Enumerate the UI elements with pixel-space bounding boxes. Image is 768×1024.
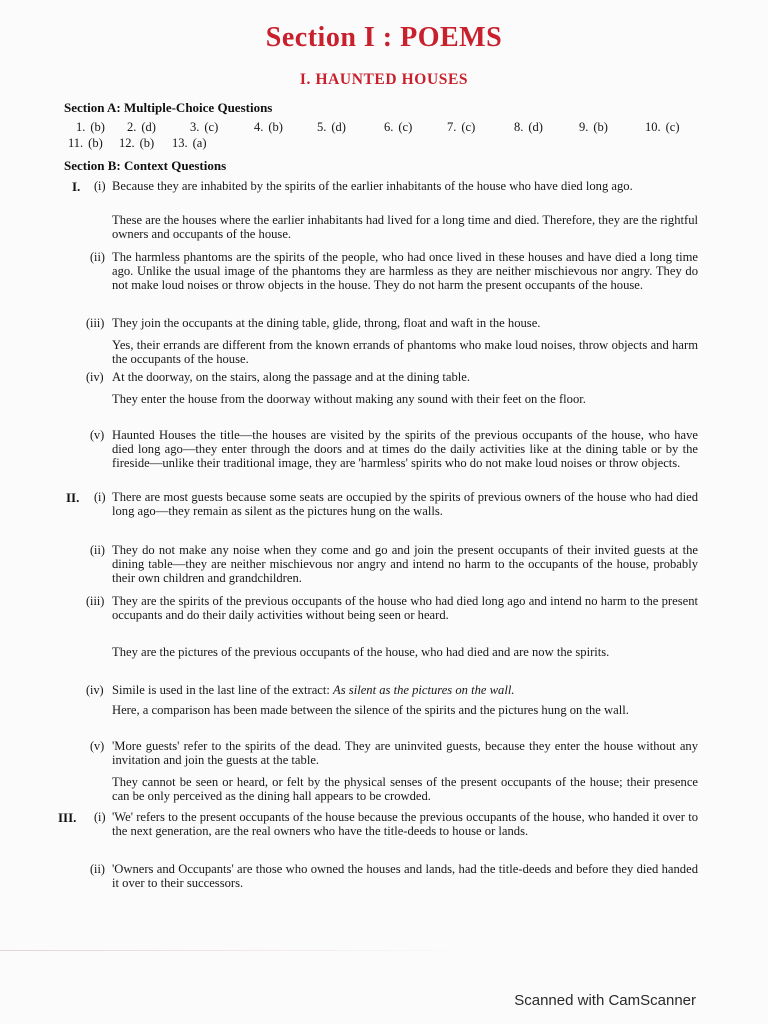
sub-question-label: (ii) bbox=[90, 543, 105, 557]
chapter-title: I. HAUNTED HOUSES bbox=[299, 71, 469, 88]
sub-question-label: (iv) bbox=[86, 370, 104, 384]
answer-text: There are most guests because some seats are occupied by the spirits of previous owners of the house who had died long ago—they remain as silent as the pictures hung on the walls. bbox=[112, 490, 698, 519]
sub-question-label: (ii) bbox=[90, 250, 105, 264]
answer-text: Yes, their errands are different from the known errands of phantoms who make loud noises, throw objects and harm the occupants of the house. bbox=[112, 338, 698, 367]
section-b-heading: Section B: Context Questions bbox=[64, 158, 227, 173]
answer-text: They do not make any noise when they come and go and join the present occupants of their invited guests at the dining table—they are neither mischievous nor angry and intend no harm to the occupants of the house, probably their own children and grandchildren. bbox=[112, 543, 698, 586]
mcq-answer: 1. (b) bbox=[76, 120, 105, 134]
question-number: III. bbox=[58, 810, 77, 825]
sub-question-label: (iv) bbox=[86, 683, 104, 697]
sub-question-label: (iii) bbox=[86, 594, 105, 608]
answer-text: Simile is used in the last line of the extract: As silent as the pictures on the wall. bbox=[112, 683, 515, 697]
mcq-answer: 9. (b) bbox=[579, 120, 608, 134]
answer-text: At the doorway, on the stairs, along the passage and at the dining table. bbox=[112, 370, 471, 384]
answer-text: They join the occupants at the dining table, glide, throng, float and waft in the house. bbox=[112, 316, 541, 330]
mcq-answer: 11. (b) bbox=[68, 136, 103, 150]
question-number: II. bbox=[66, 490, 80, 505]
mcq-answers-row-2 bbox=[64, 136, 704, 152]
answer-text: They are the spirits of the previous occupants of the house who had died long ago and intend no harm to the present occupants and do their daily activities without being seen or heard. bbox=[112, 594, 698, 623]
answer-text: Because they are inhabited by the spirits of the earlier inhabitants of the house who have died long ago. bbox=[112, 179, 633, 193]
mcq-answers-row-1 bbox=[64, 120, 704, 136]
answer-text: The harmless phantoms are the spirits of the people, who had once lived in these houses and have died a long time ago. Unlike the usual image of the phantoms they are harmless as they are neither mischievous nor angry. They do not make loud noises or throw objects in the house. They do not harm the present occupants of the house. bbox=[112, 250, 698, 293]
mcq-answer: 5. (d) bbox=[317, 120, 346, 134]
quoted-line: As silent as the pictures on the wall. bbox=[333, 683, 515, 697]
mcq-answer: 6. (c) bbox=[384, 120, 413, 134]
sub-question-label: (iii) bbox=[86, 316, 105, 330]
mcq-answer: 12. (b) bbox=[119, 136, 155, 150]
mcq-answer: 3. (c) bbox=[190, 120, 219, 134]
answer-text: 'More guests' refer to the spirits of the dead. They are uninvited guests, because they enter the house without any invitation and join the guests at the table. bbox=[112, 739, 698, 768]
page-title: Section I : POEMS bbox=[265, 22, 503, 53]
sub-question-label: (ii) bbox=[90, 862, 105, 876]
mcq-answer: 10. (c) bbox=[645, 120, 680, 134]
answer-text: 'Owners and Occupants' are those who owned the houses and lands, had the title-deeds and before they died handed it over to their successors. bbox=[112, 862, 698, 891]
scan-edge-line bbox=[0, 950, 480, 951]
mcq-answer: 2. (d) bbox=[127, 120, 156, 134]
answer-text: 'We' refers to the present occupants of the house because the previous occupants of the house, who handed it over to the next generation, are the real owners who have the title-deeds to house or lands. bbox=[112, 810, 698, 839]
mcq-answer: 8. (d) bbox=[514, 120, 543, 134]
answer-text: Haunted Houses the title—the houses are visited by the spirits of the previous occupants of the house, who have died long ago—they enter through the doors and at times do the daily activities like at the dining table or by the fireside—unlike their traditional image, they are 'harmless' spirits who do not make loud noises or throw objects. bbox=[112, 428, 698, 471]
answer-text: Here, a comparison has been made between the silence of the spirits and the pictures hung on the wall. bbox=[112, 703, 629, 717]
sub-question-label: (i) bbox=[94, 179, 106, 193]
answer-text: They enter the house from the doorway without making any sound with their feet on the floor. bbox=[112, 392, 586, 406]
mcq-answer: 4. (b) bbox=[254, 120, 283, 134]
mcq-answer: 13. (a) bbox=[172, 136, 207, 150]
answer-text: They are the pictures of the previous occupants of the house, who had died and are now the spirits. bbox=[112, 645, 610, 659]
answer-text: These are the houses where the earlier inhabitants had lived for a long time and died. Therefore, they are the rightful owners and occupants of the house. bbox=[112, 213, 698, 242]
section-a-heading: Section A: Multiple-Choice Questions bbox=[64, 100, 273, 115]
sub-question-label: (i) bbox=[94, 810, 106, 824]
scanner-watermark: Scanned with CamScanner bbox=[514, 992, 696, 1009]
question-number: I. bbox=[72, 179, 81, 194]
sub-question-label: (v) bbox=[90, 428, 105, 442]
sub-question-label: (v) bbox=[90, 739, 105, 753]
sub-question-label: (i) bbox=[94, 490, 106, 504]
answer-text: They cannot be seen or heard, or felt by the physical senses of the present occupants of the house; their presence can be only perceived as the dining hall appears to be crowded. bbox=[112, 775, 698, 804]
mcq-answer: 7. (c) bbox=[447, 120, 476, 134]
